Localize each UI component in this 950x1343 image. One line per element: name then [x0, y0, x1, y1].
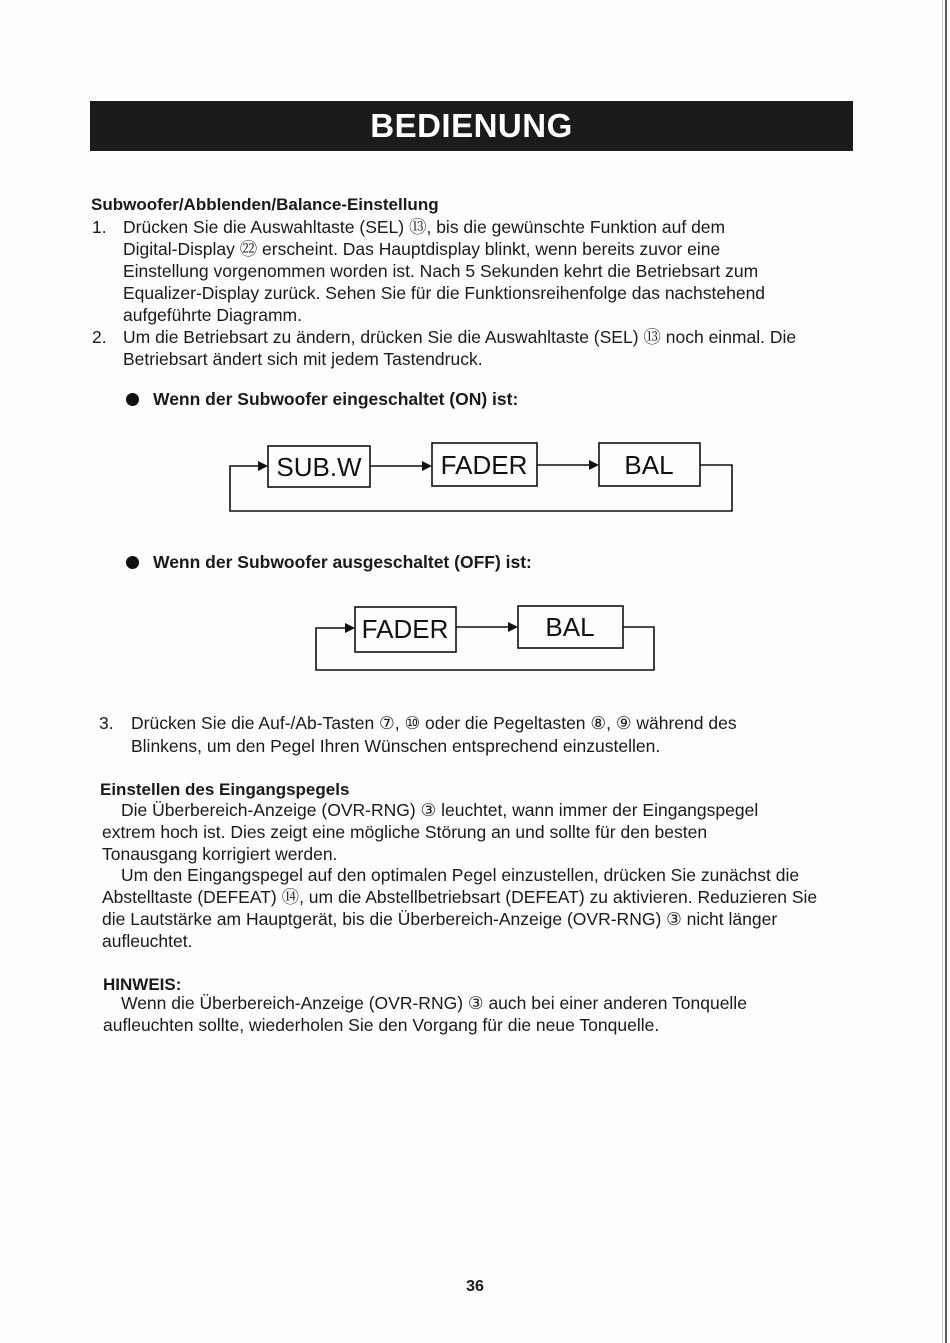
- item-number: 3.: [99, 713, 114, 733]
- diagram-label-fader: FADER: [361, 614, 449, 644]
- item-number: 2.: [92, 327, 107, 347]
- item2-line: Um die Betriebsart zu ändern, drücken Sie die Auswahltaste (SEL) ⑬ noch einmal. Die: [123, 327, 797, 347]
- page-edge-shadow: [942, 0, 943, 1343]
- item-number: 1.: [92, 217, 107, 237]
- paragraph-line: Um den Eingangspegel auf den optimalen Pegel einzustellen, drücken Sie zunächst die: [121, 865, 800, 885]
- note-line: aufleuchten sollte, wiederholen Sie den Vorgang für die neue Tonquelle.: [103, 1015, 660, 1035]
- item1-line: Drücken Sie die Auswahltaste (SEL) ⑬, bis die gewünschte Funktion auf dem: [123, 217, 726, 237]
- bullet-text: Wenn der Subwoofer ausgeschaltet (OFF) ist:: [153, 552, 532, 572]
- item1-line: Equalizer-Display zurück. Sehen Sie für die Funktionsreihenfolge das nachstehend: [123, 283, 766, 303]
- diagram-label-bal: BAL: [545, 612, 595, 642]
- bullet-text: Wenn der Subwoofer eingeschaltet (ON) ist:: [153, 389, 519, 409]
- bullet-icon: [126, 393, 139, 406]
- arrow-head: [258, 461, 268, 471]
- diagram-label-fader: FADER: [440, 450, 528, 480]
- item3-line: Blinkens, um den Pegel Ihren Wünschen entsprechend einzustellen.: [131, 736, 661, 756]
- note-line: Wenn die Überbereich-Anzeige (OVR-RNG) ③ auch bei einer anderen Tonquelle: [121, 993, 747, 1013]
- arrow-head: [508, 622, 518, 632]
- paragraph-line: die Lautstärke am Hauptgerät, bis die Überbereich-Anzeige (OVR-RNG) ③ nicht länger: [102, 909, 778, 929]
- item1-line: Digital-Display ㉒ erscheint. Das Hauptdisplay blinkt, wenn bereits zuvor eine: [123, 239, 721, 259]
- item2-line: Betriebsart ändert sich mit jedem Tastendruck.: [123, 349, 483, 369]
- header-banner: [90, 101, 853, 151]
- paragraph-line: Die Überbereich-Anzeige (OVR-RNG) ③ leuchtet, wann immer der Eingangspegel: [121, 800, 759, 820]
- arrow-head: [422, 461, 432, 471]
- bullet-subwoofer-off: [126, 552, 532, 573]
- item1-line: Einstellung vorgenommen worden ist. Nach 5 Sekunden kehrt die Betriebsart zum: [123, 261, 759, 281]
- diagram-label-subw: SUB.W: [276, 452, 362, 482]
- section-heading-input-level: Einstellen des Eingangspegels: [100, 780, 350, 799]
- diagram-subwoofer-off: [305, 595, 665, 680]
- item3-line: Drücken Sie die Auf-/Ab-Tasten ⑦, ⑩ oder die Pegeltasten ⑧, ⑨ während des: [131, 713, 737, 733]
- diagram-label-bal: BAL: [624, 450, 674, 480]
- paragraph-line: Tonausgang korrigiert werden.: [102, 844, 338, 864]
- page-edge: [945, 0, 947, 1343]
- page-title: BEDIENUNG: [370, 107, 573, 144]
- note-heading: HINWEIS:: [103, 975, 182, 994]
- paragraph-line: extrem hoch ist. Dies zeigt eine mögliche Störung an und sollte für den besten: [102, 822, 708, 842]
- arrow-head: [345, 623, 355, 633]
- bullet-subwoofer-on: [126, 389, 518, 410]
- paragraph-line: aufleuchtet.: [102, 931, 193, 951]
- page-number: 36: [466, 1278, 484, 1295]
- bullet-icon: [126, 556, 139, 569]
- section-heading-subwoofer: Subwoofer/Abblenden/Balance-Einstellung: [91, 195, 439, 214]
- paragraph-line: Abstelltaste (DEFEAT) ⑭, um die Abstellbetriebsart (DEFEAT) zu aktivieren. Reduzieren Sie: [102, 887, 818, 907]
- item1-line: aufgeführte Diagramm.: [123, 305, 302, 325]
- arrow-head: [589, 460, 599, 470]
- diagram-subwoofer-on: [220, 430, 750, 525]
